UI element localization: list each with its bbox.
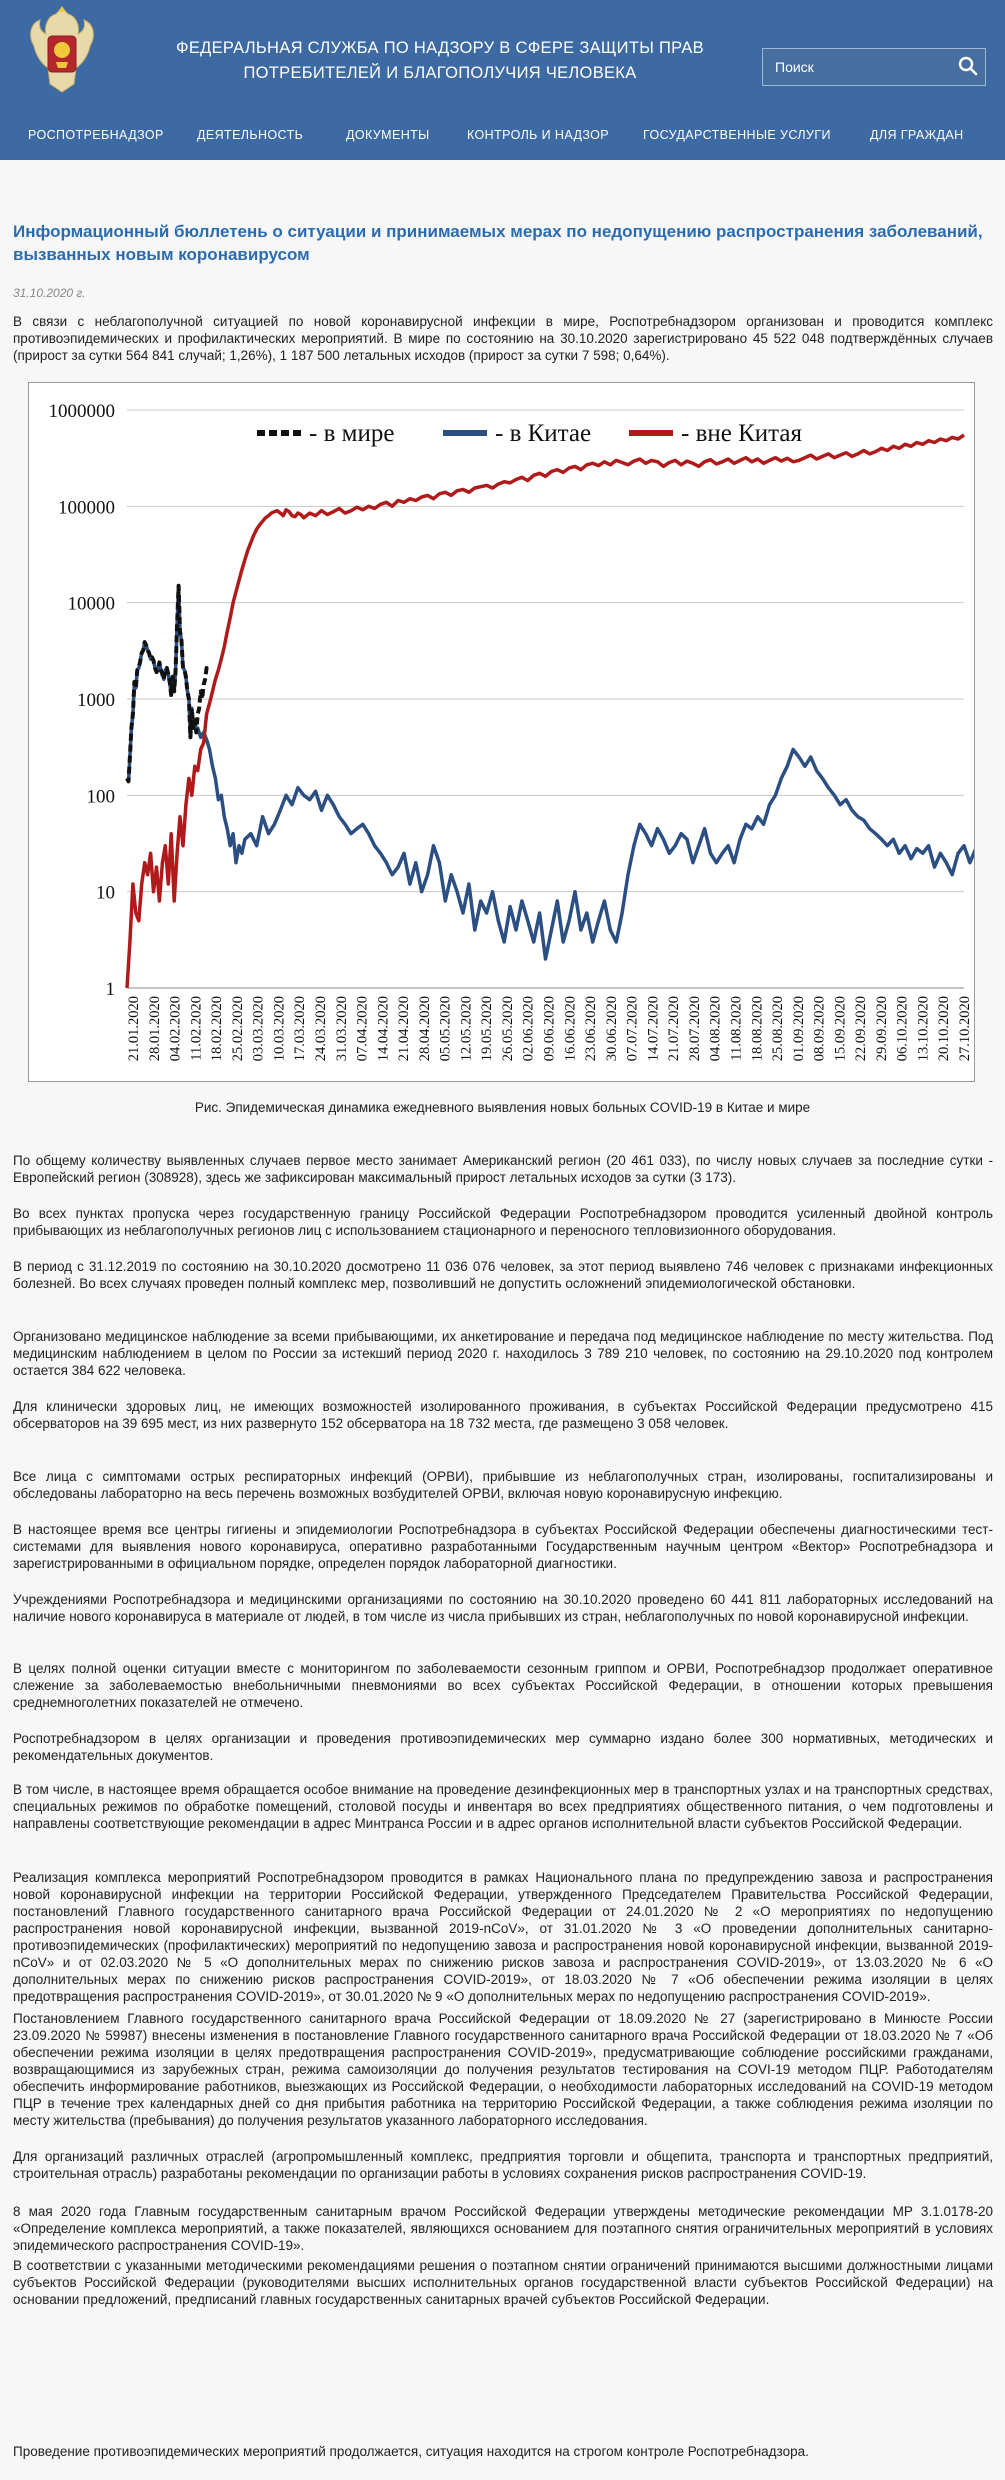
agency-name (175, 36, 705, 86)
y-tick-label: 1 (105, 979, 115, 1000)
x-tick-label: 01.09.2020 (790, 996, 807, 1062)
x-tick-label: 14.04.2020 (375, 996, 392, 1062)
paragraph-industry-recommendations: Для организаций различных отраслей (агропромышленный комплекс, предприятия торговли и общепита, транспорта и транспортных предприятий, строительная отрасль) разработаны рекомендации по организации работы в условиях сохранения рисков распространения COVID-19. (13, 2149, 993, 2181)
magnifier-icon (958, 56, 978, 76)
x-tick-label: 19.05.2020 (479, 996, 496, 1062)
x-tick-label: 10.03.2020 (271, 996, 288, 1062)
paragraph-border-control: Во всех пунктах пропуска через государственную границу Российской Федерации Роспотребнадзором проводится усиленный двойной контроль прибывающих из неблагополучных регионов лиц с использованием стационарного и переносного тепловизионного оборудования. (13, 1206, 993, 1238)
paragraph-disinfection: В том числе, в настоящее время обращается особое внимание на проведение дезинфекционных мер в транспортных узлах и на транспортных средствах, специальных режимов по обработке помещений, столовой посуды и инвентаря во всех предприятиях общественного питания, о чем подготовлены и направлены соответствующие рекомендации в адрес Минтранса России и в адрес органов исполнительной власти субъектов Российской Федерации. (13, 1782, 993, 1831)
nav-item-documents[interactable]: ДОКУМЕНТЫ (346, 128, 430, 142)
y-tick-label: 100 (86, 786, 115, 808)
x-tick-label: 11.02.2020 (188, 996, 205, 1061)
search-button[interactable] (955, 54, 981, 80)
x-tick-label: 24.03.2020 (312, 996, 329, 1062)
x-tick-label: 21.01.2020 (126, 996, 142, 1062)
x-tick-label: 21.04.2020 (396, 996, 413, 1062)
double-headed-eagle-emblem[interactable] (26, 6, 98, 98)
agency-name-line1: ФЕДЕРАЛЬНАЯ СЛУЖБА ПО НАДЗОРУ В СФЕРЕ ЗАЩИТЫ ПРАВ (176, 39, 704, 57)
x-tick-label: 28.04.2020 (416, 996, 433, 1062)
series-line (127, 435, 964, 988)
search-box (762, 48, 986, 86)
paragraph-decree-27: Постановлением Главного государственного санитарного врача Российской Федерации от 18.09.2020 № 27 (зарегистрировано в Минюсте России 23.09.2020 № 59987) внесены изменения в постановление Главного государственного санитарного врача Российской Федерации от 18.03.2020 № 7 «Об обеспечении режима изоляции в целях предотвращения распространения COVID-2019», предусматривающие соблюдение российскими гражданами, возвращающимися из зарубежных стран, режима самоизоляции до получения результатов тестирования на COVI-19 методом ПЦР. Работодателям обеспечить информирование работников, выезжающих из Российской Федерации, о необходимости лабораторных исследований на COVID-19 методом ПЦР в течение трех календарных дней со дня прибытия работника на территорию Российской Федерации, а также соблюдения режима изоляции по месту жительства (пребывания) до получения результатов указанного лабораторного исследования. (13, 2011, 993, 2128)
paragraph-test-systems: В настоящее время все центры гигиены и эпидемиологии Роспотребнадзора в субъектах Российской Федерации обеспечены диагностическими тест-системами для выявления нового коронавируса, оперативно разработанными Государственным научным центром «Вектор» Роспотребнадзора и зарегистрированными в официальном порядке, определен порядок лабораторной диагностики. (13, 1522, 993, 1571)
x-tick-label: 07.04.2020 (354, 996, 371, 1062)
x-tick-label: 04.02.2020 (167, 996, 184, 1062)
x-tick-label: 20.10.2020 (936, 996, 953, 1062)
search-input[interactable] (763, 49, 948, 85)
x-tick-label: 02.06.2020 (520, 996, 537, 1062)
x-tick-label: 06.10.2020 (894, 996, 911, 1062)
nav-item-activity[interactable]: ДЕЯТЕЛЬНОСТЬ (197, 128, 304, 142)
y-tick-label: 10 (96, 882, 115, 904)
x-tick-label: 12.05.2020 (458, 996, 475, 1062)
paragraph-lab-tests: Учреждениями Роспотребнадзора и медицинскими организациями по состоянию на 30.10.2020 проведено 60 441 811 лабораторных исследований на наличие нового коронавируса в материале от людей, в том числе из числа прибывших из стран, неблагополучных по новой коронавирусной инфекции. (13, 1592, 993, 1624)
x-tick-label: 21.07.2020 (666, 996, 683, 1062)
x-tick-label: 15.09.2020 (832, 996, 849, 1062)
x-tick-label: 09.06.2020 (541, 996, 558, 1062)
x-tick-label: 30.06.2020 (603, 996, 620, 1062)
nav-item-gov-services[interactable]: ГОСУДАРСТВЕННЫЕ УСЛУГИ (643, 128, 831, 142)
legend-label: - в мире (309, 420, 395, 447)
paragraph-conclusion: Проведение противоэпидемических мероприятий продолжается, ситуация находится на строгом контроле Роспотребнадзора. (13, 2444, 809, 2459)
paragraph-documents: Роспотребнадзором в целях организации и проведения противоэпидемических мер суммарно издано более 300 нормативных, методических и рекомендательных документов. (13, 1731, 993, 1763)
x-tick-label: 25.02.2020 (229, 996, 246, 1062)
x-tick-label: 05.05.2020 (437, 996, 454, 1062)
x-tick-label: 08.09.2020 (811, 996, 828, 1062)
paragraph-screening: В период с 31.12.2019 по состоянию на 30.10.2020 досмотрено 11 036 076 человек, за этот период выявлено 746 человек с признаками инфекционных болезней. Во всех случаях проведен полный комплекс мер, позволивший не допустить осложнений эпидемиологической обстановки. (13, 1259, 993, 1291)
x-tick-label: 23.06.2020 (583, 996, 600, 1062)
nav-item-rospotrebnadzor[interactable]: РОСПОТРЕБНАДЗОР (28, 128, 164, 142)
x-tick-label: 18.08.2020 (749, 996, 766, 1062)
x-tick-label: 26.05.2020 (499, 996, 516, 1062)
chart-caption: Рис. Эпидемическая динамика ежедневного выявления новых больных COVID-19 в Китае и мире (194, 1100, 811, 1115)
agency-name-line2: ПОТРЕБИТЕЛЕЙ И БЛАГОПОЛУЧИЯ ЧЕЛОВЕКА (243, 64, 637, 82)
x-tick-label: 27.10.2020 (957, 996, 973, 1062)
x-tick-label: 31.03.2020 (333, 996, 350, 1062)
x-tick-label: 17.03.2020 (292, 996, 309, 1062)
article-title: Информационный бюллетень о ситуации и принимаемых мерах по недопущению распространения заболеваний, вызванных новым коронавирусом (13, 222, 983, 264)
paragraph-observators: Для клинически здоровых лиц, не имеющих возможностей изолированного проживания, в субъектах Российской Федерации предусмотрено 415 обсерваторов на 39 695 мест, из них развернуто 152 обсерватора на 18 732 места, где размещено 3 058 человек. (13, 1399, 993, 1431)
x-tick-label: 11.08.2020 (728, 996, 745, 1061)
y-tick-label: 1000 (77, 690, 115, 711)
paragraph-mr-3-1-0178-20: 8 мая 2020 года Главным государственным санитарным врачом Российской Федерации утверждены методические рекомендации МР 3.1.0178-20 «Определение комплекса мероприятий, а также показателей, являющихся основанием для поэтапного снятия ограничительных мероприятий в условиях эпидемического распространения COVID-19». (13, 2204, 993, 2253)
x-tick-label: 14.07.2020 (645, 996, 662, 1062)
site-header (0, 0, 1005, 160)
article-date: 31.10.2020 г. (13, 286, 86, 300)
paragraph-medical-observation: Организовано медицинское наблюдение за всеми прибывающими, их анкетирование и передача под медицинское наблюдение по месту жительства. Под медицинским наблюдением в целом по России за истекший период 2020 г. находилось 3 789 210 человек, по состоянию на 29.10.2020 под контролем остается 384 622 человека. (13, 1329, 993, 1378)
y-tick-label: 100000 (58, 497, 115, 519)
x-tick-label: 28.07.2020 (686, 996, 703, 1062)
y-tick-label: 10000 (67, 593, 115, 615)
paragraph-national-plan: Реализация комплекса мероприятий Роспотребнадзором проводится в рамках Национального плана по предупреждению завоза и распространения новой коронавирусной инфекции на территории Российской Федерации, утвержденного Председателем Правительства Российской Федерации, постановлений Главного государственного санитарного врача Российской Федерации от 24.01.2020 № 2 «О мероприятиях по недопущению распространения новой коронавирусной инфекции, вызванной 2019-nCoV», от 31.01.2020 № 3 «О проведении дополнительных санитарно-противоэпидемических (профилактических) мероприятий по недопущению завоза и распространения новой коронавирусной инфекции, вызванной 2019-nCoV» и от 02.03.2020 № 5 «О дополнительных мерах по снижению рисков завоза и распространения COVID-2019», от 13.03.2020 № 6 «О дополнительных мерах по снижению рисков распространения COVID-2019», от 18.03.2020 № 7 «Об обеспечении режима изоляции в целях предотвращения распространения COVID-2019», от 30.01.2020 № 9 «О дополнительных мерах по недопущению распространения COVID-2019». (13, 1870, 993, 2004)
x-tick-label: 07.07.2020 (624, 996, 641, 1062)
paragraph-orvi: Все лица с симптомами острых респираторных инфекций (ОРВИ), прибывшие из неблагополучных стран, изолированы, госпитализированы и обследованы лабораторно на весь перечень возможных возбудителей ОРВИ, включая новую коронавирусную инфекцию. (13, 1469, 993, 1501)
nav-item-control[interactable]: КОНТРОЛЬ И НАДЗОР (467, 128, 610, 142)
legend-label: - в Китае (495, 420, 592, 447)
intro-paragraph: В связи с неблагополучной ситуацией по новой коронавирусной инфекции в мире, Роспотребнадзором организован и проводится комплекс противоэпидемических и профилактических мероприятий. В мире по состоянию на 30.10.2020 зарегистрировано 45 522 048 подтверждённых случаев (прирост за сутки 564 841 случай; 1,26%), 1 187 500 летальных исходов (прирост за сутки 7 598; 0,64%). (13, 314, 993, 363)
series-line (127, 586, 974, 959)
x-tick-label: 22.09.2020 (853, 996, 870, 1062)
paragraph-restriction-removal: В соответствии с указанными методическими рекомендациями решения о поэтапном снятии ограничений принимаются высшими должностными лицами субъектов Российской Федерации (руководителями высших исполнительных органов государственной власти субъектов Российской Федерации) на основании предложений, предписаний главных государственных санитарных врачей субъектов Российской Федерации. (13, 2258, 993, 2307)
x-tick-label: 03.03.2020 (250, 996, 267, 1062)
paragraph-regions: По общему количеству выявленных случаев первое место занимает Американский регион (20 461 033), по числу новых случаев за последние сутки - Европейский регион (308928), здесь же зафиксирован максимальный прирост летальных исходов за сутки (3 173). (13, 1153, 993, 1185)
epidemic-chart (29, 383, 974, 1081)
x-tick-label: 18.02.2020 (209, 996, 226, 1062)
legend-label: - вне Китая (681, 420, 802, 447)
nav-item-citizens[interactable]: ДЛЯ ГРАЖДАН (870, 128, 964, 142)
x-tick-label: 04.08.2020 (707, 996, 724, 1062)
x-tick-label: 28.01.2020 (146, 996, 163, 1062)
x-tick-label: 13.10.2020 (915, 996, 932, 1062)
x-tick-label: 29.09.2020 (873, 996, 890, 1062)
main-nav (0, 128, 1005, 154)
series-line (127, 586, 208, 782)
x-tick-label: 25.08.2020 (770, 996, 787, 1062)
y-tick-label: 1000000 (48, 401, 115, 422)
chart-frame (28, 382, 975, 1082)
paragraph-pneumonia: В целях полной оценки ситуации вместе с мониторингом по заболеваемости сезонным гриппом и ОРВИ, Роспотребнадзор продолжает оперативное слежение за заболеваемостью внебольничными пневмониями во всех субъектах Российской Федерации, в отношении которых превышения среднемноголетних показателей не отмечено. (13, 1661, 993, 1710)
x-tick-label: 16.06.2020 (562, 996, 579, 1062)
